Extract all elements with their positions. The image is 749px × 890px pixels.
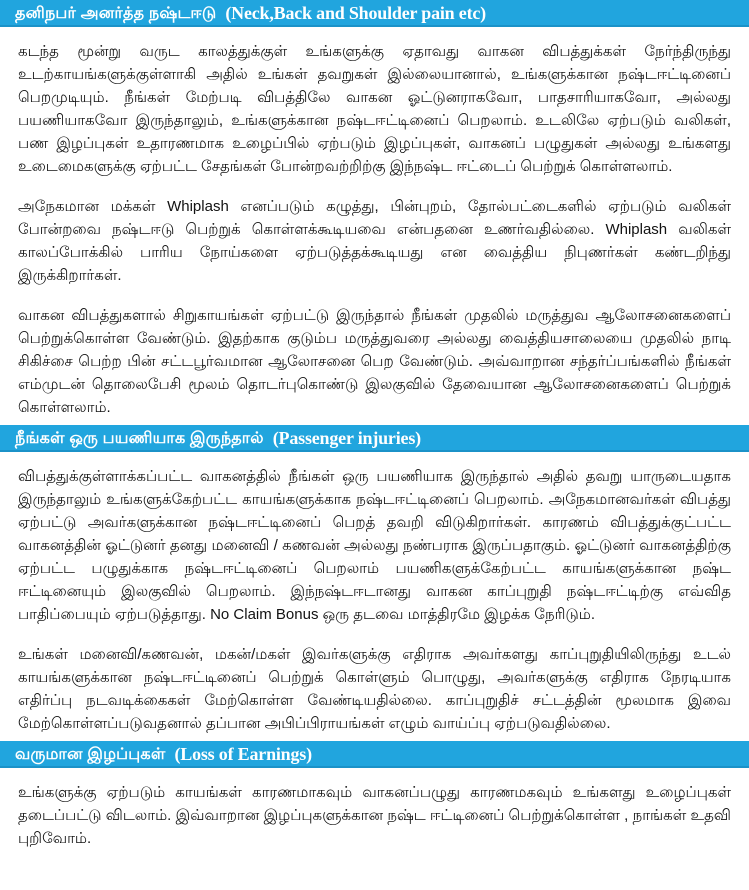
section-heading-english: (Loss of Earnings) bbox=[174, 744, 312, 764]
section-body bbox=[0, 27, 749, 419]
paragraph-family-claims: உங்கள் மனைவி/கணவன், மகன்/மகள் இவர்களுக்கு எதிராக அவர்களது காப்புறுதியிலிருந்து உடல் காயங்களுக்கான நஷ்டஈட்டினைப் பெற்றுக் கொள்ளும் பொழுது, அவர்களுக்கு எதிராக நேரடியாக எதிர்ப்பு நடவடிக்கைகள் மேற்கொள்ள வேண்டியதில்லை. காப்புறுதிச் சட்டத்தின் மூலமாக இவை மேற்கொள்ளப்படுவதனால் தப்பான அபிப்பிராயங்கள் எழும் வாய்ப்பு ஏற்படுவதில்லை. bbox=[18, 646, 731, 732]
section-heading-english: (Neck,Back and Shoulder pain etc) bbox=[225, 3, 486, 23]
section-loss-of-earnings bbox=[0, 741, 749, 850]
section-passenger-injuries bbox=[0, 425, 749, 735]
section-body bbox=[0, 452, 749, 735]
section-heading-tamil: நீங்கள் ஒரு பயணியாக இருந்தால் bbox=[15, 429, 264, 447]
section-personal-injury bbox=[0, 0, 749, 419]
section-heading-tamil: தனிநபர் அனர்த்த நஷ்டஈடு bbox=[15, 4, 217, 22]
section-header-passenger-injuries bbox=[0, 425, 749, 452]
section-body bbox=[0, 768, 749, 850]
paragraph-passenger-claims: விபத்துக்குள்ளாக்கப்பட்ட வாகனத்தில் நீங்கள் ஒரு பயணியாக இருந்தால் அதில் தவறு யாருடையதாக இருந்தாலும் உங்களுக்கேற்பட்ட காயங்களுக்காக நஷ்டஈட்டினைப் பெறலாம். அநேகமானவர்கள் விபத்து ஏற்பட்டு அவர்களுக்கான நஷ்டஈட்டினைப் பெறத் தவறி விடுகிறார்கள். காரணம் விபத்துக்குட்பட்ட வாகனத்தின் ஓட்டுனர் தனது மனைவி / கணவன் அல்லது நண்பராக இருப்பதாகும். ஓட்டுனர் வாகனத்திற்கு ஏற்பட்ட பழுதுக்காக நஷ்டஈட்டினைப் பெறலாம் பயணிகளுக்கேற்பட்ட காயங்களுக்கான நஷ்ட ஈட்டினையும் இலகுவில் பெறலாம். இந்நஷ்டஈடானது வாகன காப்புறுதி நஷ்டஈட்டிற்கு எவ்வித பாதிப்பையும் ஏற்படுத்தாது. No Claim Bonus ஒரு தடவை மாத்திரமே இழக்க நேரிடும். bbox=[18, 468, 731, 623]
paragraph-whiplash: அநேகமான மக்கள் Whiplash எனப்படும் கழுத்து, பின்புறம், தோல்பட்டைகளில் ஏற்படும் வலிகள் போன்றவை நஷ்டஈடு பெற்றுக் கொள்ளக்கூடியவை என்பதனை உணர்வதில்லை. Whiplash வலிகள் காலப்போக்கில் பாரிய நோய்களை ஏற்படுத்தக்கூடியது என வைத்திய நிபுணர்கள் கண்டறிந்து இருக்கிறார்கள். bbox=[18, 198, 731, 284]
section-heading-english: (Passenger injuries) bbox=[272, 428, 421, 448]
section-header-neck-back-shoulder bbox=[0, 0, 749, 27]
section-heading-tamil: வருமான இழப்புகள் bbox=[15, 745, 166, 763]
section-header-loss-of-earnings bbox=[0, 741, 749, 768]
paragraph-medical-advice: வாகன விபத்துகளால் சிறுகாயங்கள் ஏற்பட்டு இருந்தால் நீங்கள் முதலில் மருத்துவ ஆலோசனைகளைப் பெற்றுக்கொள்ள வேண்டும். இதற்காக குடும்ப மருத்துவரை அல்லது வைத்தியசாலையை முதலில் நாடி சிகிச்சை பெற்ற பின் சட்டபூர்வமான ஆலோசனை பெற வேண்டும். அவ்வாறான சந்தர்ப்பங்களில் நீங்கள் எம்முடன் தொலைபேசி மூலம் தொடர்புகொண்டு இலகுவில் தேவையான ஆலோசனைகளைப் பெற்றுக் கொள்ளலாம். bbox=[18, 307, 731, 416]
paragraph-earnings-loss: உங்களுக்கு ஏற்படும் காயங்கள் காரணமாகவும் வாகனப்பழுது காரணமகவும் உங்களது உழைப்புகள் தடைப்பட்டு விடலாம். இவ்வாறான இழப்புகளுக்கான நஷ்ட ஈட்டினைப் பெற்றுக்கொள்ள , நாங்கள் உதவி புறிவோம். bbox=[18, 784, 731, 847]
paragraph-accident-claims: கடந்த மூன்று வருட காலத்துக்குள் உங்களுக்கு ஏதாவது வாகன விபத்துக்கள் நேர்ந்திருந்து உடற்காயங்களுக்குள்ளாகி அதில் உங்கள் தவறுகள் இல்லையானால், உங்களுக்கான நஷ்டஈட்டினைப் பெறமுடியும். நீங்கள் மேற்படி விபத்திலே வாகன ஓட்டுனராகவோ, பாதசாரியாகவோ, அல்லது பயணியாகவோ இருந்தாலும், உங்களுக்கான நஷ்டஈட்டினைப் பெறலாம். உடலிலே ஏற்படும் வலிகள், பண இழப்புகள் உதாரணமாக உழைப்பில் ஏற்படும் இழப்புகள், வாகனப் பழுதுகள் அல்லது உங்களது உடைமைகளுக்கு ஏற்பட்ட சேதங்கள் போன்றவற்றிற்கு இந்நஷ்ட ஈட்டைப் பெற்றுக் கொள்ளலாம். bbox=[18, 43, 731, 175]
